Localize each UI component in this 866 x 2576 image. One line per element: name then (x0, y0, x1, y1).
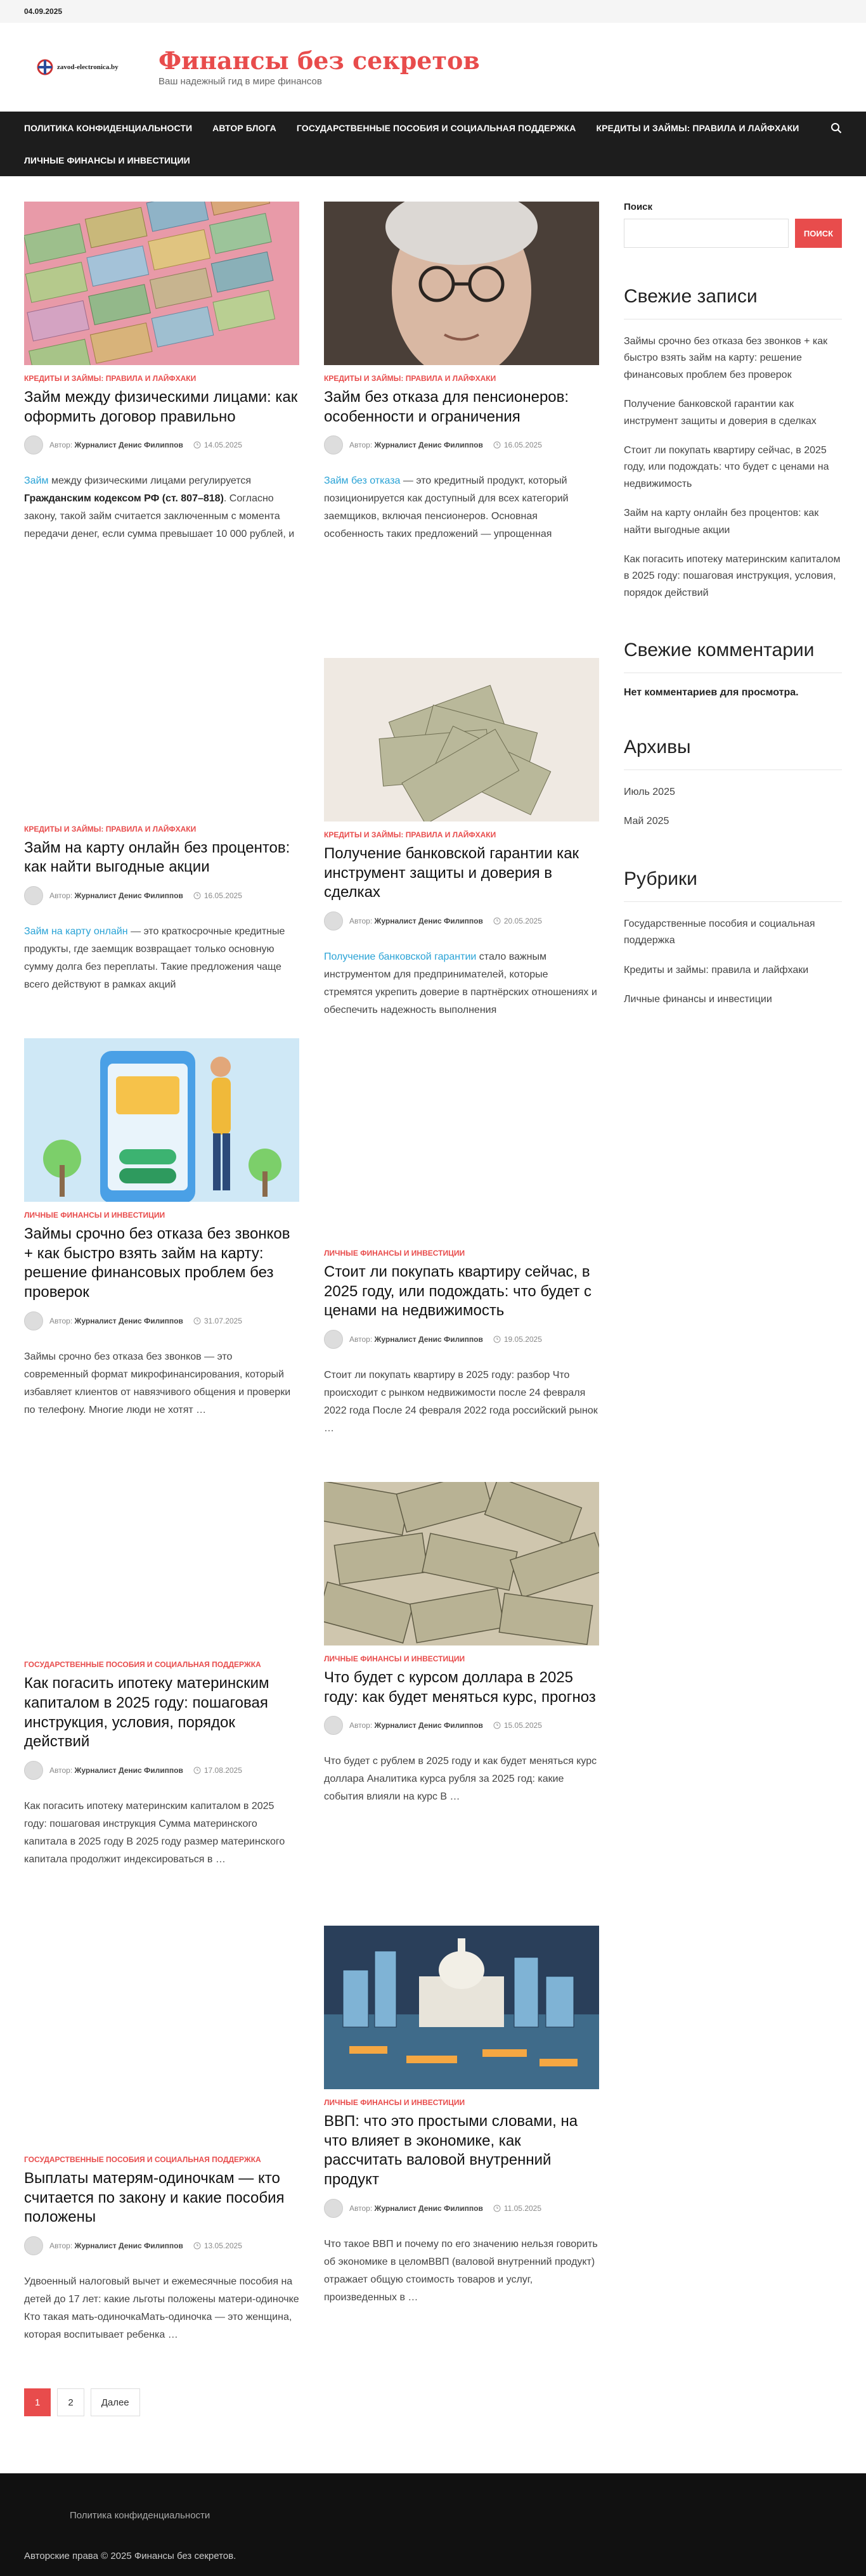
post-thumbnail[interactable] (324, 658, 599, 821)
category-link[interactable]: Государственные пособия и социальная поддержка (624, 918, 815, 946)
post-meta (24, 886, 299, 905)
post-card (24, 1926, 299, 2369)
author-prefix: Автор: (49, 1316, 73, 1325)
copyright: Авторские права © 2025 Финансы без секретов. (24, 2551, 236, 2561)
post-excerpt: Стоит ли покупать квартиру в 2025 году: разбор Что происходит с рынком недвижимости после 24 февраля 2022 года После 24 февраля 2022 года российский рынок … (324, 1370, 598, 1434)
recent-post-link[interactable]: Как погасить ипотеку материнским капиталом в 2025 году: пошаговая инструкция, условия, порядок действий (624, 553, 841, 598)
nav-item-personal-finance[interactable]: ЛИЧНЫЕ ФИНАНСЫ И ИНВЕСТИЦИИ (24, 155, 190, 165)
post-category[interactable]: ЛИЧНЫЕ ФИНАНСЫ И ИНВЕСТИЦИИ (324, 1248, 465, 1258)
avatar (324, 2199, 343, 2218)
category-link[interactable]: Личные финансы и инвестиции (624, 994, 772, 1005)
widget-title: Свежие записи (624, 286, 842, 319)
main-navigation (0, 112, 866, 176)
post-title[interactable]: Как погасить ипотеку материнским капиталом в 2025 году: пошаговая инструкция, условия, порядок действий (24, 1675, 269, 1751)
post-meta (324, 911, 599, 931)
excerpt-text: стало важным инструментом для предпринимателей, которые стремятся укрепить доверие в партнёрских отношениях и обеспечить надежность выполнения (324, 951, 597, 1016)
post-card (24, 658, 299, 1038)
site-footer (0, 2473, 866, 2576)
clock-icon (193, 892, 201, 899)
post-category[interactable]: КРЕДИТЫ И ЗАЙМЫ: ПРАВИЛА И ЛАЙФХАКИ (324, 374, 496, 383)
post-date: 15.05.2025 (503, 1721, 542, 1730)
logo-text: zavod-electronica.by (57, 63, 119, 71)
recent-post-link[interactable]: Займы срочно без отказа без звонков + как быстро взять займ на карту: решение финансовых проблем без проверок (624, 336, 828, 380)
archive-link[interactable]: Май 2025 (624, 816, 669, 827)
post-thumbnail[interactable] (24, 202, 299, 365)
post-excerpt (324, 472, 599, 543)
post-date: 17.08.2025 (204, 1766, 242, 1775)
site-description: Ваш надежный гид в мире финансов (158, 76, 322, 87)
post-author[interactable]: Журналист Денис Филиппов (74, 1766, 183, 1775)
post-category[interactable]: КРЕДИТЫ И ЗАЙМЫ: ПРАВИЛА И ЛАЙФХАКИ (24, 374, 197, 383)
search-widget (624, 202, 842, 248)
post-card (324, 1038, 599, 1482)
post-category[interactable]: ЛИЧНЫЕ ФИНАНСЫ И ИНВЕСТИЦИИ (24, 1211, 165, 1220)
post-thumbnail[interactable] (324, 202, 599, 365)
page-1-button[interactable]: 1 (24, 2388, 51, 2416)
post-category[interactable]: ГОСУДАРСТВЕННЫЕ ПОСОБИЯ И СОЦИАЛЬНАЯ ПОДДЕРЖКА (24, 1660, 261, 1670)
post-card (324, 202, 599, 658)
post-category[interactable]: ЛИЧНЫЕ ФИНАНСЫ И ИНВЕСТИЦИИ (324, 2098, 465, 2107)
post-title[interactable]: Займы срочно без отказа без звонков + как быстро взять займ на карту: решение финансовых проблем без проверок (24, 1225, 290, 1301)
post-date: 31.07.2025 (204, 1316, 242, 1325)
post-title[interactable]: Выплаты матерям-одиночкам — кто считается по закону и какие пособия положены (24, 2169, 285, 2226)
avatar (324, 1716, 343, 1735)
post-meta (324, 1716, 599, 1735)
post-title[interactable]: Стоит ли покупать квартиру сейчас, в 2025 году, или подождать: что будет с ценами на недвижимость (324, 1263, 592, 1320)
post-author[interactable]: Журналист Денис Филиппов (374, 917, 483, 926)
post-card (324, 1926, 599, 2369)
excerpt-text: — это кредитный продукт, который позиционируется как доступный для всех категорий заемщиков, включая пенсионеров. Основная особенность таких предложений — упрощенная (324, 475, 569, 540)
author-prefix: Автор: (349, 1721, 373, 1730)
author-prefix: Автор: (49, 891, 73, 900)
nav-item-author[interactable]: АВТОР БЛОГА (212, 122, 276, 133)
post-excerpt (24, 923, 299, 994)
widget-title: Архивы (624, 737, 842, 770)
nav-item-loans[interactable]: КРЕДИТЫ И ЗАЙМЫ: ПРАВИЛА И ЛАЙФХАКИ (596, 122, 799, 133)
post-card (24, 202, 299, 658)
logo-icon (37, 59, 53, 75)
post-date: 14.05.2025 (204, 441, 242, 450)
post-card (324, 658, 599, 1038)
author-prefix: Автор: (49, 1766, 73, 1775)
next-page-button[interactable]: Далее (91, 2388, 140, 2416)
recent-post-link[interactable]: Займ на карту онлайн без процентов: как найти выгодные акции (624, 508, 819, 536)
post-date: 11.05.2025 (503, 2203, 542, 2213)
footer-privacy-link[interactable]: Политика конфиденциальности (70, 2510, 210, 2521)
excerpt-link[interactable]: Займ без отказа (324, 475, 401, 487)
widget-title: Свежие комментарии (624, 640, 842, 673)
post-author[interactable]: Журналист Денис Филиппов (74, 891, 183, 900)
avatar (24, 886, 43, 905)
post-meta (24, 435, 299, 454)
clock-icon (193, 1767, 201, 1774)
clock-icon (493, 917, 501, 925)
post-title[interactable]: Что будет с курсом доллара в 2025 году: как будет меняться курс, прогноз (324, 1669, 596, 1706)
author-prefix: Автор: (349, 2203, 373, 2213)
post-excerpt: Займы срочно без отказа без звонков — это современный формат микрофинансирования, который избавляет клиентов от навязчивого общения и проверки по телефону. Многие люди не хотят … (24, 1351, 291, 1415)
post-thumbnail[interactable] (324, 1926, 599, 2089)
site-logo[interactable] (37, 45, 131, 89)
post-author[interactable]: Журналист Денис Филиппов (74, 1316, 183, 1325)
recent-post-link[interactable]: Получение банковской гарантии как инструмент защиты и доверия в сделках (624, 399, 817, 427)
author-prefix: Автор: (349, 441, 373, 450)
page-2-button[interactable]: 2 (57, 2388, 84, 2416)
avatar (324, 435, 343, 454)
topbar (0, 0, 866, 23)
excerpt-link[interactable]: Займ (24, 475, 49, 487)
post-meta (24, 2236, 299, 2255)
avatar (24, 1761, 43, 1780)
post-category[interactable]: КРЕДИТЫ И ЗАЙМЫ: ПРАВИЛА И ЛАЙФХАКИ (24, 824, 197, 834)
post-author[interactable]: Журналист Денис Филиппов (374, 2203, 483, 2213)
search-button[interactable]: ПОИСК (795, 219, 842, 248)
excerpt-text: — это краткосрочные кредитные продукты, где заемщик возвращает только основную сумму долга без переплаты. Такие предложения чаще всего действуют в рамках акций (24, 926, 285, 990)
clock-icon (193, 1317, 201, 1325)
post-excerpt: Удвоенный налоговый вычет и ежемесячные пособия на детей до 17 лет: какие льготы положены матери-одиночке Кто такая мать-одиночкаМать-одиночка — это женщина, которая воспитывает ребенка … (24, 2276, 299, 2340)
post-meta (324, 2199, 599, 2218)
nav-item-privacy[interactable]: ПОЛИТИКА КОНФИДЕНЦИАЛЬНОСТИ (24, 122, 193, 133)
post-date: 16.05.2025 (204, 891, 242, 900)
post-category[interactable]: КРЕДИТЫ И ЗАЙМЫ: ПРАВИЛА И ЛАЙФХАКИ (324, 830, 496, 839)
search-input[interactable] (624, 219, 789, 248)
no-comments-text: Нет комментариев для просмотра. (624, 687, 799, 699)
author-prefix: Автор: (349, 1335, 373, 1344)
avatar (324, 1330, 343, 1349)
avatar (324, 911, 343, 931)
post-date: 20.05.2025 (503, 917, 542, 926)
post-meta (24, 1761, 299, 1780)
excerpt-link[interactable]: Получение банковской гарантии (324, 951, 477, 963)
post-card (24, 1038, 299, 1482)
recent-posts-widget (624, 286, 842, 602)
search-icon[interactable] (830, 122, 842, 134)
post-author[interactable]: Журналист Денис Филиппов (374, 441, 483, 450)
author-prefix: Автор: (49, 441, 73, 450)
post-title[interactable]: ВВП: что это простыми словами, на что влияет в экономике, как рассчитать валовой внутренний продукт (324, 2113, 578, 2189)
archives-widget (624, 737, 842, 830)
archive-link[interactable]: Июль 2025 (624, 787, 675, 798)
site-header (0, 23, 866, 112)
category-link[interactable]: Кредиты и займы: правила и лайфхаки (624, 964, 809, 976)
post-excerpt (324, 948, 599, 1019)
clock-icon (493, 1336, 501, 1343)
clock-icon (193, 2242, 201, 2250)
post-title[interactable]: Займ на карту онлайн без процентов: как найти выгодные акции (24, 839, 290, 876)
clock-icon (493, 441, 501, 449)
excerpt-link[interactable]: Займ на карту онлайн (24, 926, 128, 937)
post-author[interactable]: Журналист Денис Филиппов (374, 1721, 483, 1730)
current-date: 04.09.2025 (24, 7, 63, 16)
post-meta (324, 435, 599, 454)
post-meta (324, 1330, 599, 1349)
avatar (24, 1311, 43, 1330)
post-title[interactable]: Получение банковской гарантии как инструмент защиты и доверия в сделках (324, 845, 579, 901)
post-excerpt: Что такое ВВП и почему по его значению нельзя говорить об экономике в целомВВП (валовой внутренний продукт) отражает общую стоимость товаров и услуг, произведенных в … (324, 2238, 598, 2303)
post-excerpt: Что будет с рублем в 2025 году и как будет меняться курс доллара Аналитика курса рубля за 2025 год: какие события влияли на курс В … (324, 1756, 597, 1803)
posts-area (24, 202, 600, 2473)
post-date: 16.05.2025 (503, 441, 542, 450)
post-title[interactable]: Займ между физическими лицами: как оформить договор правильно (24, 389, 298, 425)
post-thumbnail[interactable] (24, 1038, 299, 1202)
recent-post-link[interactable]: Стоит ли покупать квартиру сейчас, в 2025 году, или подождать: что будет с ценами на недвижимость (624, 444, 829, 489)
author-prefix: Автор: (349, 917, 373, 926)
pagination (24, 2388, 600, 2416)
post-title[interactable]: Займ без отказа для пенсионеров: особенности и ограничения (324, 389, 569, 425)
clock-icon (493, 1722, 501, 1729)
clock-icon (193, 441, 201, 449)
clock-icon (493, 2205, 501, 2212)
avatar (24, 2236, 43, 2255)
post-excerpt: Как погасить ипотеку материнским капиталом в 2025 году: пошаговая инструкция Сумма материнского капитала в 2025 году В 2025 году размер материнского капитала продолжит индексироваться в … (24, 1801, 285, 1865)
post-category[interactable]: ЛИЧНЫЕ ФИНАНСЫ И ИНВЕСТИЦИИ (324, 1654, 465, 1663)
post-thumbnail[interactable] (324, 1482, 599, 1645)
categories-widget (624, 868, 842, 1008)
post-excerpt (24, 472, 299, 543)
post-category[interactable]: ГОСУДАРСТВЕННЫЕ ПОСОБИЯ И СОЦИАЛЬНАЯ ПОДДЕРЖКА (24, 2154, 261, 2164)
widget-title: Рубрики (624, 868, 842, 902)
post-date: 19.05.2025 (503, 1335, 542, 1344)
author-prefix: Автор: (49, 2241, 73, 2250)
sidebar (624, 202, 842, 2473)
post-author[interactable]: Журналист Денис Филиппов (74, 441, 183, 450)
post-author[interactable]: Журналист Денис Филиппов (374, 1335, 483, 1344)
post-date: 13.05.2025 (204, 2241, 242, 2250)
site-title[interactable]: Финансы без секретов (158, 46, 480, 75)
post-meta (24, 1311, 299, 1330)
recent-comments-widget (624, 640, 842, 699)
nav-item-benefits[interactable]: ГОСУДАРСТВЕННЫЕ ПОСОБИЯ И СОЦИАЛЬНАЯ ПОДДЕРЖКА (296, 122, 576, 133)
post-card (324, 1482, 599, 1926)
excerpt-bold: Гражданским кодексом РФ (ст. 807–818) (24, 493, 224, 505)
excerpt-text: между физическими лицами регулируется (48, 475, 252, 487)
excerpt-text: . Согласно закону, такой займ считается заключенным с момента передачи денег, если сумма превышает 10 000 рублей, и (24, 493, 295, 540)
avatar (24, 435, 43, 454)
search-label: Поиск (624, 202, 653, 212)
post-author[interactable]: Журналист Денис Филиппов (74, 2241, 183, 2250)
post-card (24, 1482, 299, 1926)
